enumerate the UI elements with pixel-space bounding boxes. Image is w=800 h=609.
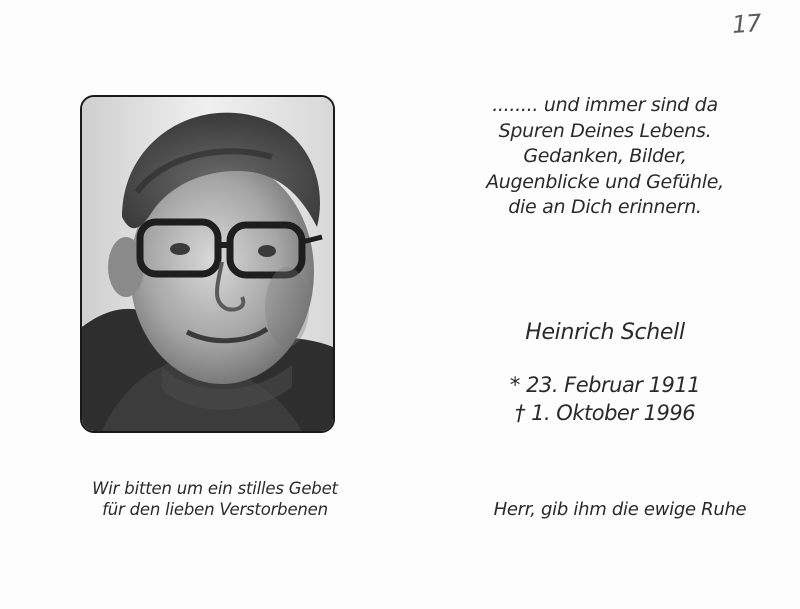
portrait-image: [82, 97, 333, 431]
portrait-photo: [80, 95, 335, 433]
blessing: Herr, gib ihm die ewige Ruhe: [493, 499, 747, 520]
poem-line: die an Dich erinnern.: [508, 196, 702, 218]
prayer-request-line: für den lieben Verstorbenen: [102, 500, 328, 519]
poem-line: Augenblicke und Gefühle,: [486, 170, 724, 193]
poem-line: Spuren Deines Lebens.: [498, 119, 712, 142]
death-date: † 1. Oktober 1996: [514, 401, 696, 425]
birth-date: * 23. Februar 1911: [509, 373, 701, 397]
handwritten-page-number: 17: [731, 9, 762, 39]
poem-line: ........ und immer sind da: [492, 94, 718, 116]
poem-line: Gedanken, Bilder,: [523, 145, 687, 167]
memorial-poem: [460, 93, 750, 221]
deceased-name: Heinrich Schell: [525, 320, 685, 345]
prayer-request: [55, 478, 375, 520]
life-dates: [460, 371, 750, 427]
prayer-request-line: Wir bitten um ein stilles Gebet: [92, 479, 338, 498]
